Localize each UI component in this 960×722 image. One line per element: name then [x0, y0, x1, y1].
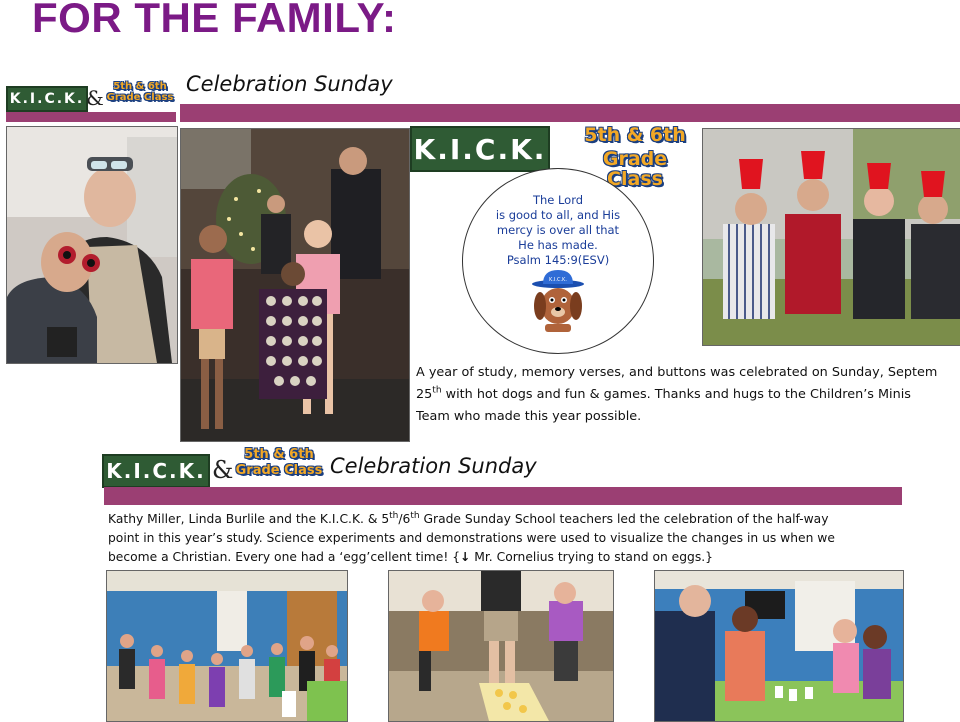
section2-line-3-a: become a Christian. Every one had a ‘egg’cellent time! {: [108, 550, 461, 564]
section2-line-3-b: Mr. Cornelius trying to stand on eggs.}: [470, 550, 714, 564]
photo-classroom-group-art: [107, 571, 347, 721]
verse-line-4: He has made.: [518, 238, 598, 252]
kick-logo: [6, 86, 88, 112]
kick-logo-section2-text: K.I.C.K.: [106, 459, 206, 483]
photo-kids-banner: [180, 128, 410, 442]
section2-heading: Celebration Sunday: [330, 454, 537, 478]
kick-logo-text: K.I.C.K.: [9, 91, 85, 107]
verse-line-3: mercy is over all that: [496, 223, 620, 237]
grade-logo-large-line1: 5th & 6th: [584, 124, 686, 146]
grade-class-logo-section2: [234, 448, 324, 477]
verse-text: [496, 193, 620, 268]
verse-line-1: The Lord: [532, 193, 584, 207]
grade-logo-large-line2: Grade Class: [602, 147, 668, 190]
ampersand: &: [86, 86, 104, 110]
photo-table-activity-art: [655, 571, 903, 721]
section1-line-2-rest: with hot dogs and fun & games. Thanks and hugs to the Children’s Minis: [441, 387, 911, 402]
photo-standing-on-eggs: [388, 570, 614, 722]
section2-line-1: [108, 510, 908, 529]
section2-line-3: [108, 548, 908, 567]
photo-standing-on-eggs-art: [389, 571, 613, 721]
grade-logo-line1: 5th & 6th: [113, 81, 167, 92]
photo-table-activity: [654, 570, 904, 722]
grade-logo-section2-line1: 5th & 6th: [244, 447, 314, 462]
section2-paragraph: [108, 510, 908, 567]
grade-class-logo: [104, 82, 176, 103]
section1-date-sup: th: [432, 385, 442, 396]
section1-bar-left: [6, 112, 176, 122]
section1-line-3: Team who made this year possible.: [416, 409, 642, 424]
kick-logo-large: [410, 126, 550, 172]
photo-classroom-group: [106, 570, 348, 722]
photo-red-cups-art: [703, 129, 960, 345]
section1-bar-right: [180, 104, 960, 122]
verse-line-2: is good to all, and His: [495, 208, 621, 222]
kick-logo-large-text: K.I.C.K.: [413, 132, 547, 166]
section2-line-1-a: Kathy Miller, Linda Burlile and the K.I.C.K. & 5: [108, 512, 390, 526]
section1-line-2: [416, 384, 960, 406]
photo-men-glasses: [6, 126, 178, 364]
photo-men-glasses-art: [7, 127, 177, 363]
verse-line-5: Psalm 145:9(ESV): [506, 253, 610, 267]
section1-line-1: A year of study, memory verses, and buttons was celebrated on Sunday, Septem: [416, 365, 938, 380]
dog-mascot-icon: [523, 270, 593, 334]
ampersand-section2: &: [212, 456, 234, 484]
photo-kids-banner-art: [181, 129, 409, 441]
kick-logo-section2: [102, 454, 210, 488]
down-arrow-icon: ↓: [460, 550, 471, 564]
section2-bar: [104, 487, 902, 505]
section1-paragraph: [416, 362, 960, 428]
dog-hat-label: K.I.C.K.: [549, 277, 567, 283]
section2-line-1-c: Grade Sunday School teachers led the celebration of the half-way: [419, 512, 829, 526]
section2-line-1-b: /6: [398, 512, 411, 526]
section2-sup-2: th: [410, 510, 420, 521]
section1-heading: Celebration Sunday: [186, 72, 393, 96]
section2-line-2: point in this year’s study. Science experiments and demonstrations were used to visualize the changes in us when we: [108, 531, 835, 545]
page-title: FOR THE FAMILY:: [32, 0, 397, 41]
grade-logo-line2: Grade Class: [106, 91, 174, 103]
section1-date-number: 25: [416, 387, 433, 402]
photo-red-cups: [702, 128, 960, 346]
section2-sup-1: th: [389, 510, 399, 521]
verse-circle: [462, 168, 654, 354]
grade-logo-section2-line2: Grade Class: [235, 462, 323, 478]
